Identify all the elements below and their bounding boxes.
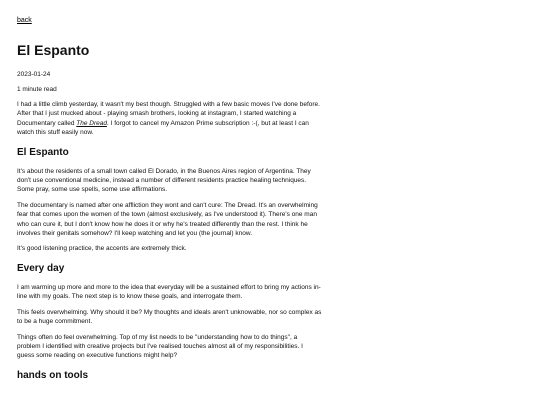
- paragraph: This feels overwhelming. Why should it be? My thoughts and ideals aren't unknowable, nor so complex as to be a huge commitment.: [17, 308, 322, 326]
- post-date: 2023-01-24: [17, 71, 51, 78]
- paragraph: I am warming up more and more to the idea that everyday will be a sustained effort to bring my actions in-line with my goals. The next step is to know these goals, and interrogate them.: [17, 283, 321, 301]
- paragraph: It's about the residents of a small town called El Dorado, in the Buenos Aires region of Argentina. They don't use conventional medicine, instead a number of different residents practice healing techniques. Some pray, some use spells, some use affirmations.: [17, 167, 311, 194]
- post-content: [17, 9, 322, 382]
- paragraph: It's good listening practice, the accents are extremely thick.: [17, 245, 187, 253]
- read-time: 1 minute read: [17, 86, 57, 93]
- intro-text-after: . I forgot to cancel my Amazon Prime subscription :-(, but at least I can watch this stuff easily now.: [17, 119, 309, 137]
- documentary-link[interactable]: The Dread: [76, 119, 107, 127]
- page-title: El Espanto: [17, 42, 90, 58]
- intro-paragraph: [17, 100, 322, 138]
- back-link[interactable]: back: [17, 17, 32, 24]
- section-heading-el-espanto: El Espanto: [17, 146, 69, 158]
- section-heading-every-day: Every day: [17, 262, 65, 274]
- paragraph: Things often do feel overwhelming. Top of my list needs to be "understanding how to do things", a problem I identified with creative projects but I've realised touches almost all of my responsibilities. I guess some reading on executive functions might help?: [17, 333, 303, 360]
- intro-text-before: I had a little climb yesterday, it wasn't my best though. Struggled with a few basic moves I've done before. After that I just mucked about - playing smash brothers, looking at instagram, I started watching a Documentary called: [17, 101, 320, 127]
- paragraph: The documentary is named after one affliction they wont and can't cure: The Dread. It's an overwhelming fear that comes upon the women of the town (almost exclusively, as I've understood it). There's one man who can cure it, but I don't know how he does it or why he's treated differently than the rest. I think he involves their genitals somehow? I'll keep watching and let you (the journal) know.: [17, 201, 318, 238]
- section-heading-hands-on-tools: hands on tools: [17, 369, 89, 381]
